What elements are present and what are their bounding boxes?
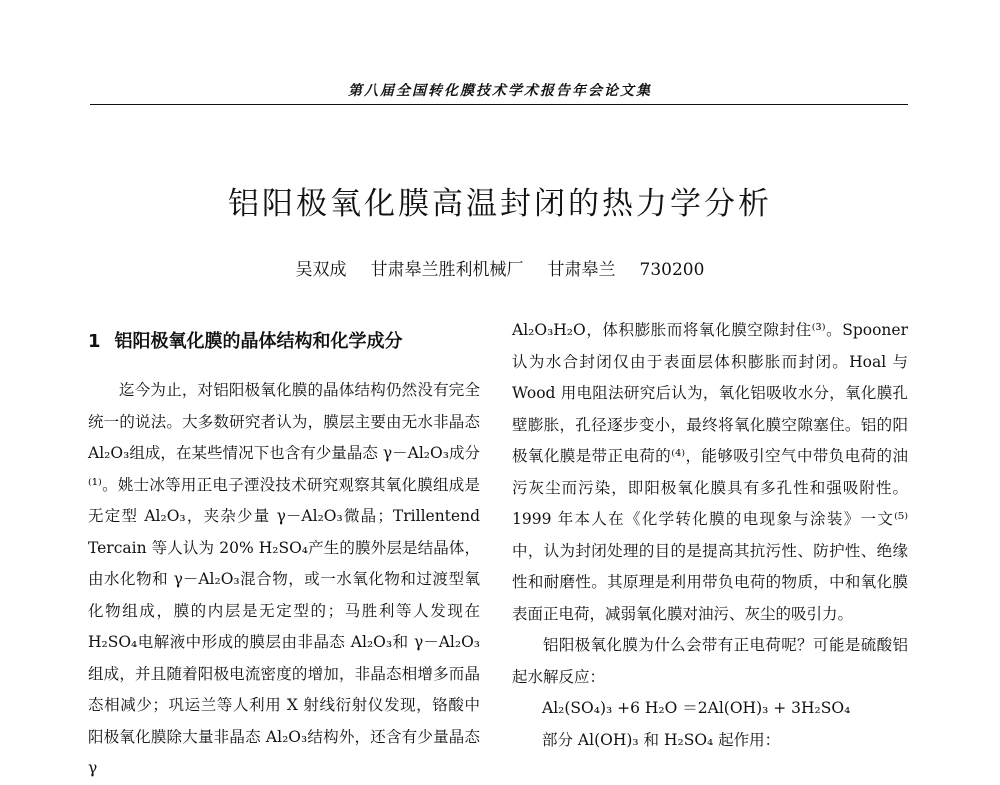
location: 甘肃皋兰 — [547, 260, 616, 280]
paragraph: 迄今为止，对铝阳极氧化膜的晶体结构仍然没有完全统一的说法。大多数研究者认为，膜层主要由无水非晶态 Al₂O₃组成，在某些情况下也含有少量晶态 γ－Al₂O₃成分⁽¹⁾。姚士冰等用正电子湮没技术研究观察其氧化膜组成是无定型 Al₂O₃，夹杂少量 γ－Al₂O₃微晶；Trillentend Tercain 等人认为 20% H₂SO₄产生的膜外层是结晶体，由水化物和 γ－Al₂O₃混合物，或一水氧化物和过渡型氧化物组成，膜的内层是无定型的；马胜利等人发现在 H₂SO₄电解液中形成的膜层由非晶态 Al₂O₃和 γ－Al₂O₃组成，并且随着阳极电流密度的增加，非晶态相增多而晶态相减少；巩运兰等人利用 X 射线衍射仪发现，铬酸中阳极氧化膜除大量非晶态 Al₂O₃结构外，还含有少量晶态 γ — [88, 381, 480, 777]
paragraph: 部分 Al(OH)₃ 和 H₂SO₄ 起作用： — [542, 730, 781, 749]
section-heading — [88, 327, 480, 357]
section-number: 1 — [88, 331, 101, 352]
paper-title: 铝阳极氧化膜高温封闭的热力学分析 — [228, 186, 772, 222]
equation: Al₂(SO₄)₃ +6 H₂O ＝2Al(OH)₃ + 3H₂SO₄ — [542, 699, 851, 717]
running-head: 第八届全国转化膜技术学术报告年会论文集 — [348, 83, 652, 99]
byline — [0, 255, 1000, 280]
postcode: 730200 — [639, 260, 705, 280]
header-rule — [90, 104, 908, 105]
left-column — [88, 315, 480, 785]
paragraph: 铝阳极氧化膜为什么会带有正电荷呢？可能是硫酸铝起水解反应： — [512, 636, 908, 686]
author: 吴双成 — [295, 260, 347, 280]
affiliation: 甘肃皋兰胜利机械厂 — [370, 260, 524, 280]
right-column — [512, 315, 908, 756]
section-title: 铝阳极氧化膜的晶体结构和化学成分 — [114, 331, 403, 352]
paragraph: Al₂O₃H₂O，体积膨胀而将氧化膜空隙封住⁽³⁾。Spooner 认为水合封闭仅由于表面层体积膨胀而封闭。Hoal 与 Wood 用电阻法研究后认为，氧化铝吸收水分，氧化膜孔壁膨胀，孔径逐步变小，最终将氧化膜空隙塞住。铝的阳极氧化膜是带正电荷的⁽⁴⁾，能够吸引空气中带负电荷的油污灰尘而污染，即阳极氧化膜具有多孔性和强吸附性。1999 年本人在《化学转化膜的电现象与涂装》一文⁽⁵⁾中，认为封闭处理的目的是提高其抗污性、防护性、绝缘性和耐磨性。其原理是利用带负电荷的物质，中和氧化膜表面正电荷，减弱氧化膜对油污、灰尘的吸引力。 — [512, 321, 908, 623]
